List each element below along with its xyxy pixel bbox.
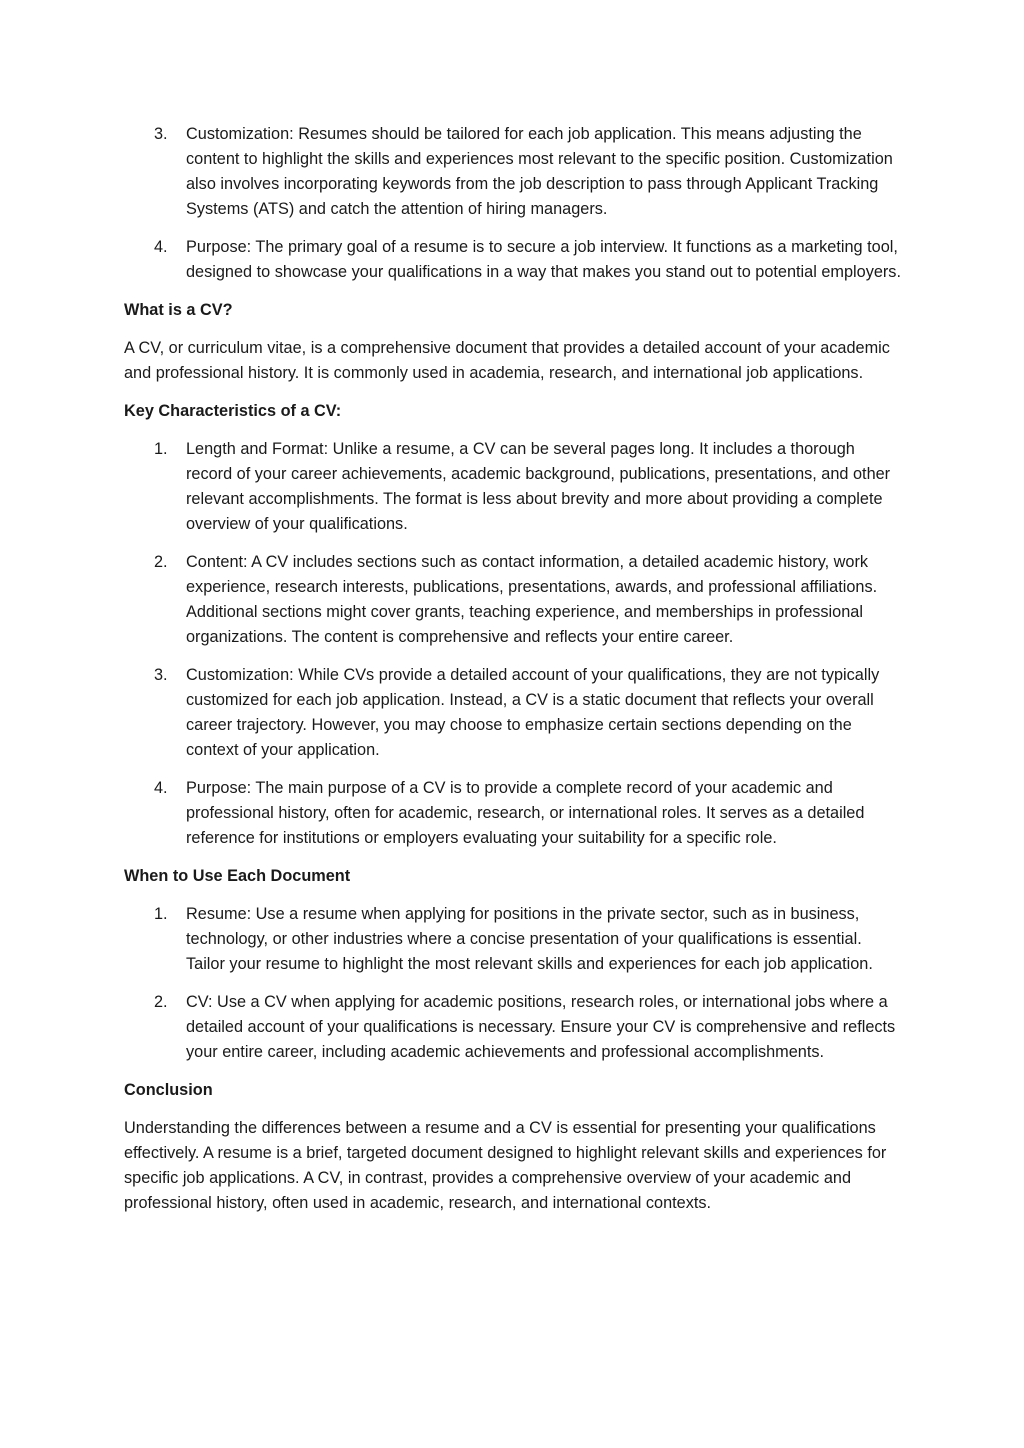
- section-heading-when-to-use: When to Use Each Document: [124, 867, 351, 885]
- list-item-text: Length and Format: Unlike a resume, a CV can be several pages long. It includes a thorough record of your career achievements, academic background, publications, presentations, and other relevant accomplishments. The format is less about brevity and more about providing a complete overview of your qualifications.: [186, 440, 891, 533]
- list-number: 3.: [154, 666, 168, 684]
- list-item: [124, 550, 904, 650]
- list-item: [124, 663, 904, 763]
- list-item: [124, 776, 904, 851]
- list-number: 1.: [154, 440, 168, 458]
- document-page: [124, 122, 904, 1229]
- list-number: 4.: [154, 779, 168, 797]
- list-item: [124, 235, 904, 285]
- list-item: [124, 437, 904, 537]
- cv-definition-paragraph: A CV, or curriculum vitae, is a comprehensive document that provides a detailed account of your academic and professional history. It is commonly used in academia, research, and international job applications.: [124, 339, 890, 382]
- list-number: 1.: [154, 905, 168, 923]
- list-item-text: Customization: Resumes should be tailored for each job application. This means adjusting the content to highlight the skills and experiences most relevant to the specific position. Customization also involves incorporating keywords from the job description to pass through Applicant Tracking Systems (ATS) and catch the attention of hiring managers.: [186, 125, 893, 218]
- list-item-text: Customization: While CVs provide a detailed account of your qualifications, they are not typically customized for each job application. Instead, a CV is a static document that reflects your overall career trajectory. However, you may choose to emphasize certain sections depending on the context of your application.: [186, 666, 880, 759]
- list-number: 2.: [154, 553, 168, 571]
- list-item-text: Content: A CV includes sections such as contact information, a detailed academic history, work experience, research interests, publications, presentations, awards, and professional affiliations. Additional sections might cover grants, teaching experience, and memberships in professional organizations. The content is comprehensive and reflects your entire career.: [186, 553, 878, 646]
- list-item: [124, 902, 904, 977]
- list-number: 3.: [154, 125, 168, 143]
- list-item-text: Resume: Use a resume when applying for positions in the private sector, such as in business, technology, or other industries where a concise presentation of your qualifications is essential. Tailor your resume to highlight the most relevant skills and experiences for each job application.: [186, 905, 873, 973]
- resume-characteristics-list-continued: [124, 122, 904, 285]
- section-heading-cv-characteristics: Key Characteristics of a CV:: [124, 402, 342, 420]
- list-item-text: CV: Use a CV when applying for academic positions, research roles, or international jobs where a detailed account of your qualifications is necessary. Ensure your CV is comprehensive and reflects your entire career, including academic achievements and professional accomplishments.: [186, 993, 896, 1061]
- list-item: [124, 122, 904, 222]
- list-item-text: Purpose: The primary goal of a resume is to secure a job interview. It functions as a marketing tool, designed to showcase your qualifications in a way that makes you stand out to potential employers.: [186, 238, 901, 281]
- list-item: [124, 990, 904, 1065]
- when-to-use-list: [124, 902, 904, 1065]
- section-heading-what-is-cv: What is a CV?: [124, 301, 233, 319]
- list-number: 2.: [154, 993, 168, 1011]
- section-heading-conclusion: Conclusion: [124, 1081, 213, 1099]
- conclusion-paragraph: Understanding the differences between a resume and a CV is essential for presenting your qualifications effectively. A resume is a brief, targeted document designed to highlight relevant skills and experiences for specific job applications. A CV, in contrast, provides a comprehensive overview of your academic and professional history, often used in academic, research, and international contexts.: [124, 1119, 887, 1212]
- list-number: 4.: [154, 238, 168, 256]
- cv-characteristics-list: [124, 437, 904, 851]
- list-item-text: Purpose: The main purpose of a CV is to provide a complete record of your academic and professional history, often for academic, research, or international roles. It serves as a detailed reference for institutions or employers evaluating your suitability for a specific role.: [186, 779, 865, 847]
